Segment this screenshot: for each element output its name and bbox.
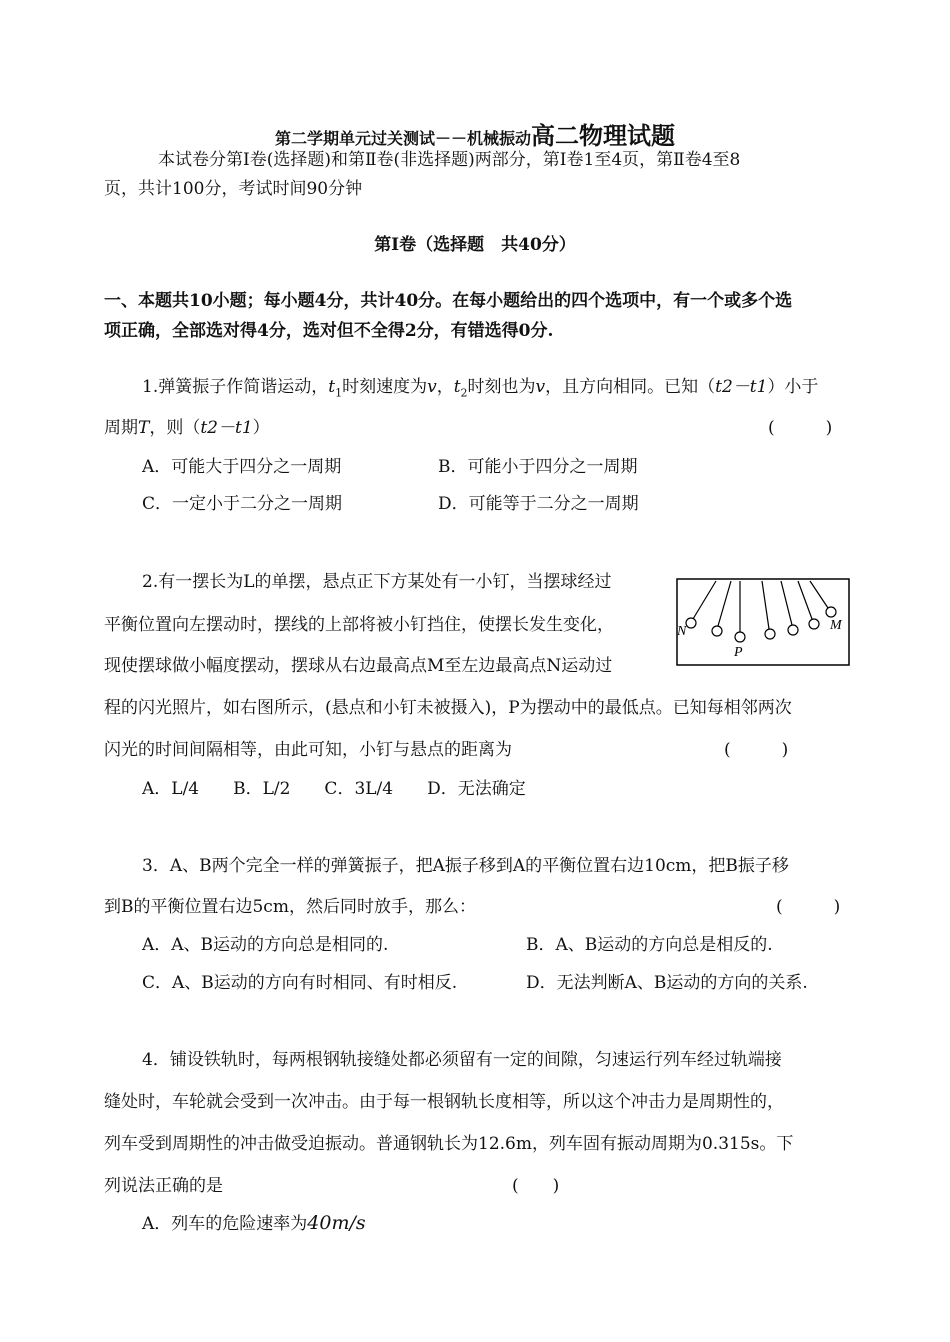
ball-5 xyxy=(788,625,798,635)
q1-line-2: 周期T，则（t2－t1） xyxy=(104,418,270,438)
q1-option-a: A．可能大于四分之一周期 xyxy=(142,457,342,477)
ball-n xyxy=(686,618,696,628)
q1-line-1: 1.弹簧振子作简谐运动，$t_1$时刻速度为v，$t_2$时刻也为v，且方向相同。已知（t2－t1）小于 xyxy=(142,377,819,400)
q3-line-2: 到B的平衡位置右边5cm，然后同时放手，那么： xyxy=(104,897,476,917)
intro-line-2: 页，共计100分，考试时间90分钟 xyxy=(104,179,363,199)
label-p: P xyxy=(734,645,743,660)
q3-option-c: C．A、B运动的方向有时相同、有时相反. xyxy=(142,973,458,993)
instruction-line-2: 项正确，全部选对得4分，选对但不全得2分，有错选得0分. xyxy=(104,321,554,341)
q4-line-2: 缝处时，车轮就会受到一次冲击。由于每一根钢轨长度相等，所以这个冲击力是周期性的， xyxy=(104,1092,784,1112)
title-small: 第二学期单元过关测试－－机械振动 xyxy=(274,129,531,148)
intro-line-1: 本试卷分第Ⅰ卷(选择题)和第Ⅱ卷(非选择题)两部分，第Ⅰ卷1至4页，第Ⅱ卷4至8 xyxy=(158,150,741,170)
q1-answer-blank: ( ) xyxy=(768,418,833,438)
q1-option-d: D．可能等于二分之一周期 xyxy=(438,494,639,514)
ball-p xyxy=(735,632,745,642)
q2-line-1: 2.有一摆长为L的单摆，悬点正下方某处有一小钉，当摆球经过 xyxy=(142,572,612,592)
ball-4 xyxy=(765,629,775,639)
q3-option-a: A．A、B运动的方向总是相同的. xyxy=(142,935,389,955)
q2-line-3: 现使摆球做小幅度摆动，摆球从右边最高点M至左边最高点N运动过 xyxy=(104,656,613,676)
label-n: N xyxy=(677,624,687,639)
instruction-line-1: 一、本题共10小题；每小题4分，共计40分。在每小题给出的四个选项中，有一个或多个选 xyxy=(104,291,793,311)
pendulum-flash-photo-figure xyxy=(676,578,850,666)
q2-answer-blank: ( ) xyxy=(724,740,789,760)
ball-2 xyxy=(712,626,722,636)
q2-options: A．L/4 B．L/2 C．3L/4 D．无法确定 xyxy=(142,779,526,799)
q1-option-b: B．可能小于四分之一周期 xyxy=(438,457,638,477)
q3-line-1: 3．A、B两个完全一样的弹簧振子，把A振子移到A的平衡位置右边10cm，把B振子移 xyxy=(142,856,789,876)
ball-6 xyxy=(809,619,819,629)
q4-line-1: 4．铺设铁轨时，每两根钢轨接缝处都必须留有一定的间隙，匀速运行列车经过轨端接 xyxy=(142,1050,782,1070)
ball-m xyxy=(826,607,836,617)
q1-option-c: C．一定小于二分之一周期 xyxy=(142,494,343,514)
q2-line-2: 平衡位置向左摆动时，摆线的上部将被小钉挡住，使摆长发生变化， xyxy=(104,615,614,635)
q3-option-d: D．无法判断A、B运动的方向的关系. xyxy=(526,973,808,993)
label-m: M xyxy=(830,618,842,633)
q4-answer-blank: ( ) xyxy=(512,1176,560,1196)
page-title xyxy=(0,116,950,151)
q2-line-4: 程的闪光照片，如右图所示，(悬点和小钉未被摄入)，P为摆动中的最低点。已知每相邻两次 xyxy=(104,698,792,718)
q3-answer-blank: ( ) xyxy=(776,897,841,917)
q4-line-3: 列车受到周期性的冲击做受迫振动。普通钢轨长为12.6m，列车固有振动周期为0.315s。下 xyxy=(104,1134,794,1154)
q4-line-4: 列说法正确的是 xyxy=(104,1176,223,1196)
q2-line-5: 闪光的时间间隔相等，由此可知，小钉与悬点的距离为 xyxy=(104,740,512,760)
q4-option-a: A．列车的危险速率为40m/s xyxy=(142,1212,366,1234)
title-large: 高二物理试题 xyxy=(531,122,675,150)
section-heading: 第Ⅰ卷（选择题 共40分） xyxy=(374,235,576,255)
q3-option-b: B．A、B运动的方向总是相反的. xyxy=(526,935,773,955)
